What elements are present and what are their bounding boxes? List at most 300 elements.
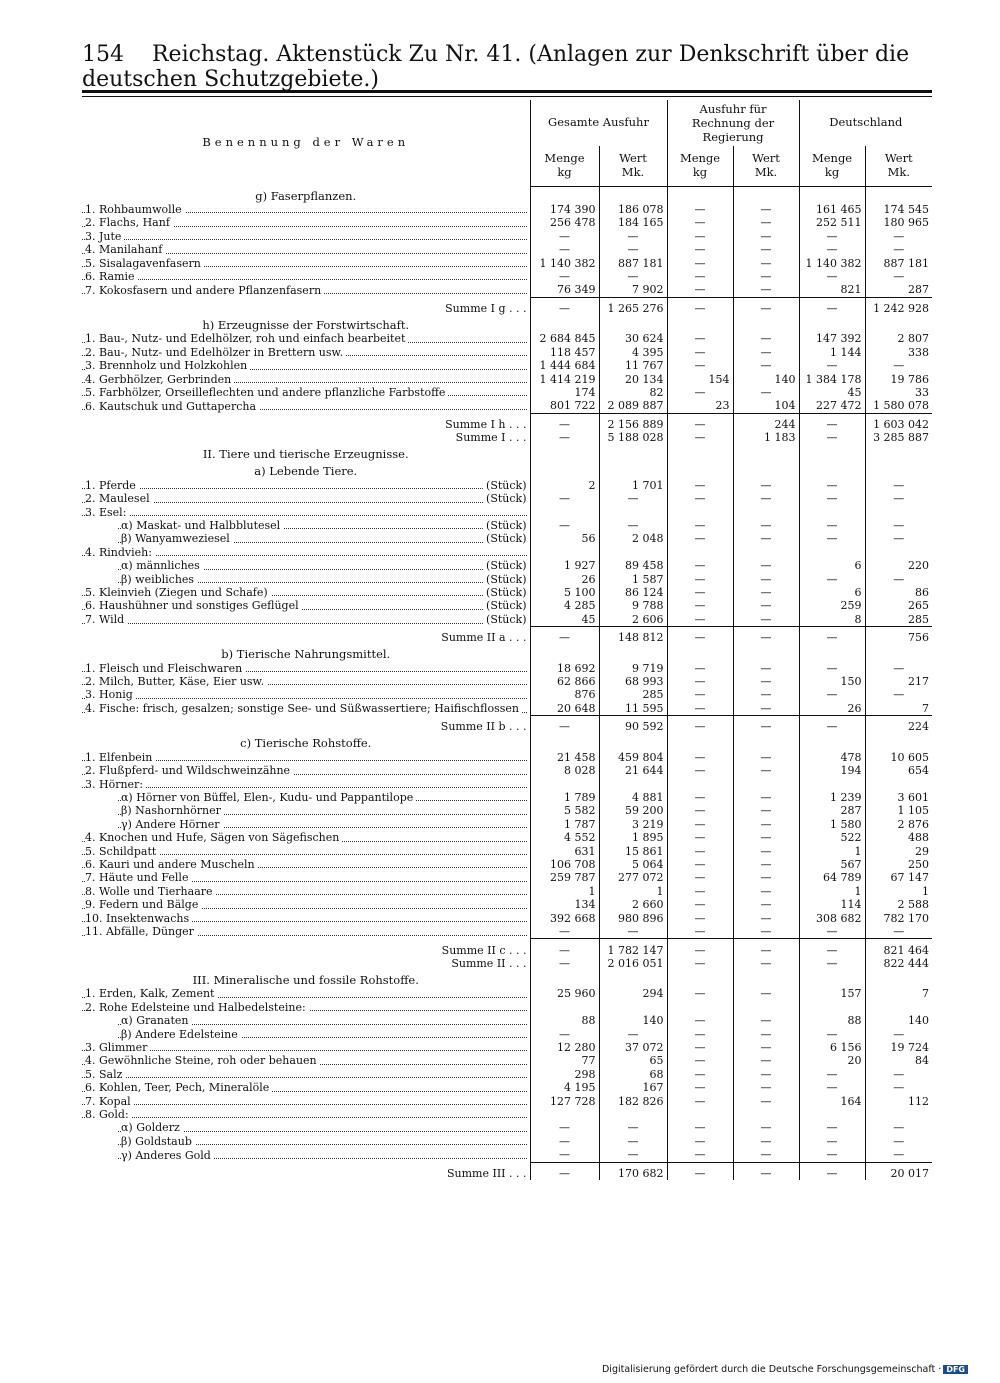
value-cell: — [530,1135,599,1148]
value-cell: — [865,1081,932,1094]
item-name: α) Golderz [121,1121,183,1134]
table-row [82,532,932,545]
value-cell: — [733,386,799,399]
value-cell: — [733,1135,799,1148]
value-cell: 4 552 [530,831,599,844]
value-cell: 4 395 [599,346,667,359]
col-header-regierung: Ausfuhr für Rechnung der Regierung [667,100,799,146]
value-cell: — [667,675,733,688]
value-cell: 7 [865,702,932,716]
value-cell: — [733,1121,799,1134]
unit-label: (Stück) [483,532,526,545]
value-cell: — [799,270,865,283]
empty-cell [599,462,667,479]
value-cell: 6 [799,586,865,599]
value-cell: — [667,987,733,1000]
value-cell: 252 511 [799,216,865,229]
value-cell: 285 [865,613,932,627]
item-name: α) männliches [121,559,203,572]
value-cell: 1 242 928 [865,297,932,315]
value-cell: — [865,492,932,505]
sum-label: Summe III [446,1166,506,1180]
value-cell: 224 [865,716,932,734]
value-cell: 8 028 [530,764,599,777]
unit-label: (Stück) [483,559,526,572]
value-cell: — [733,1041,799,1054]
value-cell: 20 648 [530,702,599,716]
value-cell: 174 [530,386,599,399]
section-heading: g) Faserpflanzen. [255,188,357,203]
value-cell: 86 [865,586,932,599]
value-cell: — [667,532,733,545]
value-cell: — [667,359,733,372]
value-cell: — [667,1121,733,1134]
value-cell: — [667,1028,733,1041]
value-cell: 631 [530,845,599,858]
value-cell [530,1001,599,1014]
value-cell: — [667,1162,733,1180]
value-cell [667,778,733,791]
value-cell: — [733,716,799,734]
section-row [82,445,932,462]
value-cell: 2 048 [599,532,667,545]
value-cell: 1 [799,885,865,898]
item-name: 1. Erden, Kalk, Zement [85,987,217,1000]
value-cell: 186 078 [599,203,667,216]
value-cell: 89 458 [599,559,667,572]
value-cell: 2 660 [599,898,667,911]
value-cell: — [667,831,733,844]
value-cell: — [865,688,932,701]
table-row [82,1148,932,1162]
value-cell: — [733,925,799,939]
value-cell [733,506,799,519]
value-cell: 1 580 [799,818,865,831]
value-cell: — [733,1081,799,1094]
value-cell [733,546,799,559]
section-row [82,970,932,987]
empty-cell [865,315,932,332]
value-cell: 19 724 [865,1041,932,1054]
value-cell: — [599,1135,667,1148]
value-cell: 217 [865,675,932,688]
value-cell: 5 100 [530,586,599,599]
value-cell: 980 896 [599,912,667,925]
value-cell: — [733,243,799,256]
section-heading: h) Erzeugnisse der Forstwirtschaft. [202,317,410,332]
table-row [82,492,932,505]
value-cell: — [667,1135,733,1148]
item-name: 7. Kopal [85,1095,134,1108]
sum-row: Summe I . . . — 5 188 028 — 1 183 — 3 285 887 [82,431,932,444]
value-cell: 25 960 [530,987,599,1000]
item-name: 7. Wild [85,613,127,626]
value-cell: — [530,519,599,532]
value-cell [733,778,799,791]
value-cell: 88 [530,1014,599,1027]
value-cell: 147 392 [799,332,865,345]
item-name: 1. Pferde [85,479,139,492]
value-cell: 2 684 845 [530,332,599,345]
table-row [82,573,932,586]
value-cell: — [865,359,932,372]
value-cell: 1 144 [799,346,865,359]
section-row [82,645,932,662]
value-cell: — [865,925,932,939]
value-cell: 10 605 [865,751,932,764]
value-cell: — [667,716,733,734]
value-cell: 277 072 [599,871,667,884]
value-cell: — [865,1121,932,1134]
empty-cell [530,734,599,751]
value-cell: — [667,1148,733,1162]
table-row [82,1001,932,1014]
sum-row: Summe II . . . — 2 016 051 — — — 822 444 [82,957,932,970]
value-cell: 1 444 684 [530,359,599,372]
empty-cell [530,970,599,987]
value-cell: — [530,413,599,431]
item-name: 2. Maulesel [85,492,153,505]
value-cell: 887 181 [865,257,932,270]
value-cell: — [733,1162,799,1180]
value-cell: 6 [799,559,865,572]
value-cell: 259 [799,599,865,612]
value-cell: 338 [865,346,932,359]
sum-label: Summe I h [445,417,506,431]
value-cell [865,778,932,791]
sum-row: Summe I h . . . — 2 156 889 — 244 — 1 603 042 [82,413,932,431]
value-cell: 522 [799,831,865,844]
value-cell [733,1108,799,1121]
value-cell: 821 [799,283,865,297]
value-cell: — [667,1041,733,1054]
value-cell: — [799,519,865,532]
value-cell: 170 682 [599,1162,667,1180]
table-row [82,283,932,297]
table-row [82,479,932,492]
value-cell: — [667,702,733,716]
value-cell: 5 064 [599,858,667,871]
value-cell: — [667,688,733,701]
value-cell: 3 285 887 [865,431,932,444]
empty-cell [599,970,667,987]
value-cell [530,506,599,519]
value-cell: — [667,586,733,599]
value-cell: 822 444 [865,957,932,970]
item-name: 2. Rohe Edelsteine und Halbedelsteine: [85,1001,309,1014]
value-cell: 9 788 [599,599,667,612]
value-cell: 154 [667,373,733,386]
value-cell: — [599,492,667,505]
value-cell: — [667,885,733,898]
item-name: 4. Gewöhnliche Steine, roh oder behauen [85,1054,320,1067]
item-name: 4. Rindvieh: [85,546,155,559]
value-cell: 244 [733,413,799,431]
value-cell: 1 105 [865,804,932,817]
empty-cell [599,186,667,203]
value-cell [733,1001,799,1014]
value-cell: — [799,925,865,939]
value-cell: — [667,492,733,505]
empty-cell [799,645,865,662]
col-menge: Menge [544,151,585,166]
value-cell: 308 682 [799,912,865,925]
value-cell: — [667,431,733,444]
col-wert: Wert [619,151,647,166]
col-wert: Wert [752,151,780,166]
table-row [82,662,932,675]
value-cell: 21 644 [599,764,667,777]
value-cell [599,1001,667,1014]
value-cell: — [799,1162,865,1180]
item-name: 5. Salz [85,1068,125,1081]
value-cell [799,1001,865,1014]
empty-cell [799,462,865,479]
value-cell [799,506,865,519]
item-name: 3. Hörner: [85,778,146,791]
value-cell: 7 [865,987,932,1000]
table-row [82,216,932,229]
empty-cell [733,645,799,662]
value-cell [799,778,865,791]
unit-label: (Stück) [483,613,526,626]
header-rule-thin [82,96,932,97]
sum-label: Summe II b [440,720,506,734]
table-row [82,559,932,572]
empty-cell [799,734,865,751]
value-cell [799,546,865,559]
value-cell: — [667,613,733,627]
section-heading: b) Tierische Nahrungsmittel. [221,647,391,662]
item-name: α) Hörner von Büffel, Elen-, Kudu- und Pappantilope [121,791,416,804]
value-cell: 2 [530,479,599,492]
value-cell: — [865,270,932,283]
value-cell: 5 188 028 [599,431,667,444]
value-cell: — [667,751,733,764]
value-cell: — [733,216,799,229]
value-cell: — [667,332,733,345]
value-cell: — [667,203,733,216]
section-heading: c) Tierische Rohstoffe. [240,736,372,751]
value-cell: — [667,804,733,817]
value-cell: 106 708 [530,858,599,871]
col-kg: kg [557,164,572,179]
value-cell: — [733,627,799,645]
item-name: 8. Wolle und Tierhaare [85,885,216,898]
value-cell: — [865,1028,932,1041]
value-cell: 11 767 [599,359,667,372]
value-cell: — [799,1135,865,1148]
table-row [82,688,932,701]
value-cell: 1 580 078 [865,399,932,413]
item-name: 1. Rohbaumwolle [85,203,185,216]
col-header-deutschland: Deutschland [799,100,932,146]
value-cell: 64 789 [799,871,865,884]
value-cell: — [799,716,865,734]
empty-cell [667,645,733,662]
table-row [82,702,932,716]
table-row [82,332,932,345]
value-cell: — [667,599,733,612]
value-cell: 174 390 [530,203,599,216]
value-cell: — [733,1068,799,1081]
col-header-gesamte-ausfuhr: Gesamte Ausfuhr [530,100,667,146]
value-cell: 164 [799,1095,865,1108]
empty-cell [733,315,799,332]
value-cell: 45 [530,613,599,627]
value-cell [530,778,599,791]
item-name: 6. Haushühner und sonstiges Geflügel [85,599,302,612]
value-cell: 20 017 [865,1162,932,1180]
value-cell: 801 722 [530,399,599,413]
table-row [82,845,932,858]
value-cell [599,778,667,791]
table-row [82,751,932,764]
value-cell: — [530,627,599,645]
table-row [82,270,932,283]
section-heading: III. Mineralische und fossile Rohstoffe. [192,972,419,987]
value-cell: 148 812 [599,627,667,645]
page-number: 154 [82,42,124,67]
value-cell: 1 782 147 [599,939,667,957]
value-cell: 4 881 [599,791,667,804]
value-cell: — [799,1028,865,1041]
table-row [82,230,932,243]
value-cell: 56 [530,532,599,545]
value-cell: 150 [799,675,865,688]
item-name: β) Andere Edelsteine [121,1028,241,1041]
empty-cell [733,734,799,751]
empty-cell [733,186,799,203]
empty-cell [530,186,599,203]
value-cell: — [733,346,799,359]
value-cell: 104 [733,399,799,413]
sum-label: Summe II c [441,943,506,957]
table-row [82,1068,932,1081]
value-cell: 26 [799,702,865,716]
value-cell: 1 787 [530,818,599,831]
empty-cell [599,445,667,462]
item-name: 6. Ramie [85,270,138,283]
value-cell: — [865,1148,932,1162]
table-row [82,675,932,688]
value-cell: — [667,573,733,586]
value-cell: 180 965 [865,216,932,229]
item-name: 3. Glimmer [85,1041,150,1054]
value-cell: — [733,818,799,831]
value-cell [599,546,667,559]
value-cell: 84 [865,1054,932,1067]
value-cell: — [599,270,667,283]
value-cell: 33 [865,386,932,399]
value-cell: 90 592 [599,716,667,734]
empty-cell [865,186,932,203]
value-cell: — [599,925,667,939]
value-cell: — [667,297,733,315]
table-row [82,599,932,612]
item-name: α) Maskat- und Halbblutesel [121,519,283,532]
value-cell: 2 606 [599,613,667,627]
value-cell: — [865,479,932,492]
sum-row: Summe II b . . . — 90 592 — — — 224 [82,716,932,734]
value-cell: — [733,939,799,957]
value-cell: — [667,1014,733,1027]
value-cell: 167 [599,1081,667,1094]
value-cell: 2 156 889 [599,413,667,431]
empty-cell [733,970,799,987]
item-name: 10. Insektenwachs [85,912,192,925]
value-cell: — [667,1054,733,1067]
table-row [82,1081,932,1094]
value-cell: — [530,925,599,939]
item-name: 3. Brennholz und Holzkohlen [85,359,250,372]
export-table [82,100,932,1180]
value-cell: 127 728 [530,1095,599,1108]
empty-cell [667,186,733,203]
page-title: Reichstag. Aktenstück Zu Nr. 41. (Anlagen zur Denkschrift über die deutschen Schutzgebiete.) [82,42,910,92]
value-cell: — [733,203,799,216]
value-cell: — [733,662,799,675]
value-cell: 59 200 [599,804,667,817]
value-cell: — [733,573,799,586]
value-cell: — [733,559,799,572]
value-cell: 140 [733,373,799,386]
item-name: 11. Abfälle, Dünger [85,925,197,938]
table-row [82,764,932,777]
value-cell: 2 016 051 [599,957,667,970]
value-cell: 114 [799,898,865,911]
value-cell: — [865,519,932,532]
value-cell: — [799,243,865,256]
value-cell: 12 280 [530,1041,599,1054]
table-row [82,203,932,216]
value-cell: — [799,1068,865,1081]
value-cell: 86 124 [599,586,667,599]
value-cell: — [599,1148,667,1162]
value-cell: — [667,386,733,399]
table-row [82,1108,932,1121]
value-cell: 68 993 [599,675,667,688]
value-cell: — [599,1028,667,1041]
item-name: 8. Gold: [85,1108,132,1121]
value-cell: 23 [667,399,733,413]
value-cell: 220 [865,559,932,572]
empty-cell [667,315,733,332]
value-cell: 1 701 [599,479,667,492]
value-cell: — [799,573,865,586]
table-row [82,586,932,599]
item-name: 4. Fische: frisch, gesalzen; sonstige See- und Süßwassertiere; Haifischflossen [85,702,522,715]
unit-label: (Stück) [483,573,526,586]
value-cell: — [733,1054,799,1067]
value-cell [530,1108,599,1121]
value-cell: — [733,230,799,243]
empty-cell [799,970,865,987]
sum-label: Summe I g [445,301,506,315]
value-cell: 140 [865,1014,932,1027]
value-cell: — [799,492,865,505]
item-name: 6. Kauri und andere Muscheln [85,858,258,871]
item-name: 5. Schildpatt [85,845,159,858]
value-cell: — [667,230,733,243]
value-cell: 782 170 [865,912,932,925]
value-cell: 256 478 [530,216,599,229]
table-row [82,373,932,386]
value-cell: — [530,230,599,243]
empty-cell [667,445,733,462]
empty-cell [530,445,599,462]
value-cell: — [733,270,799,283]
